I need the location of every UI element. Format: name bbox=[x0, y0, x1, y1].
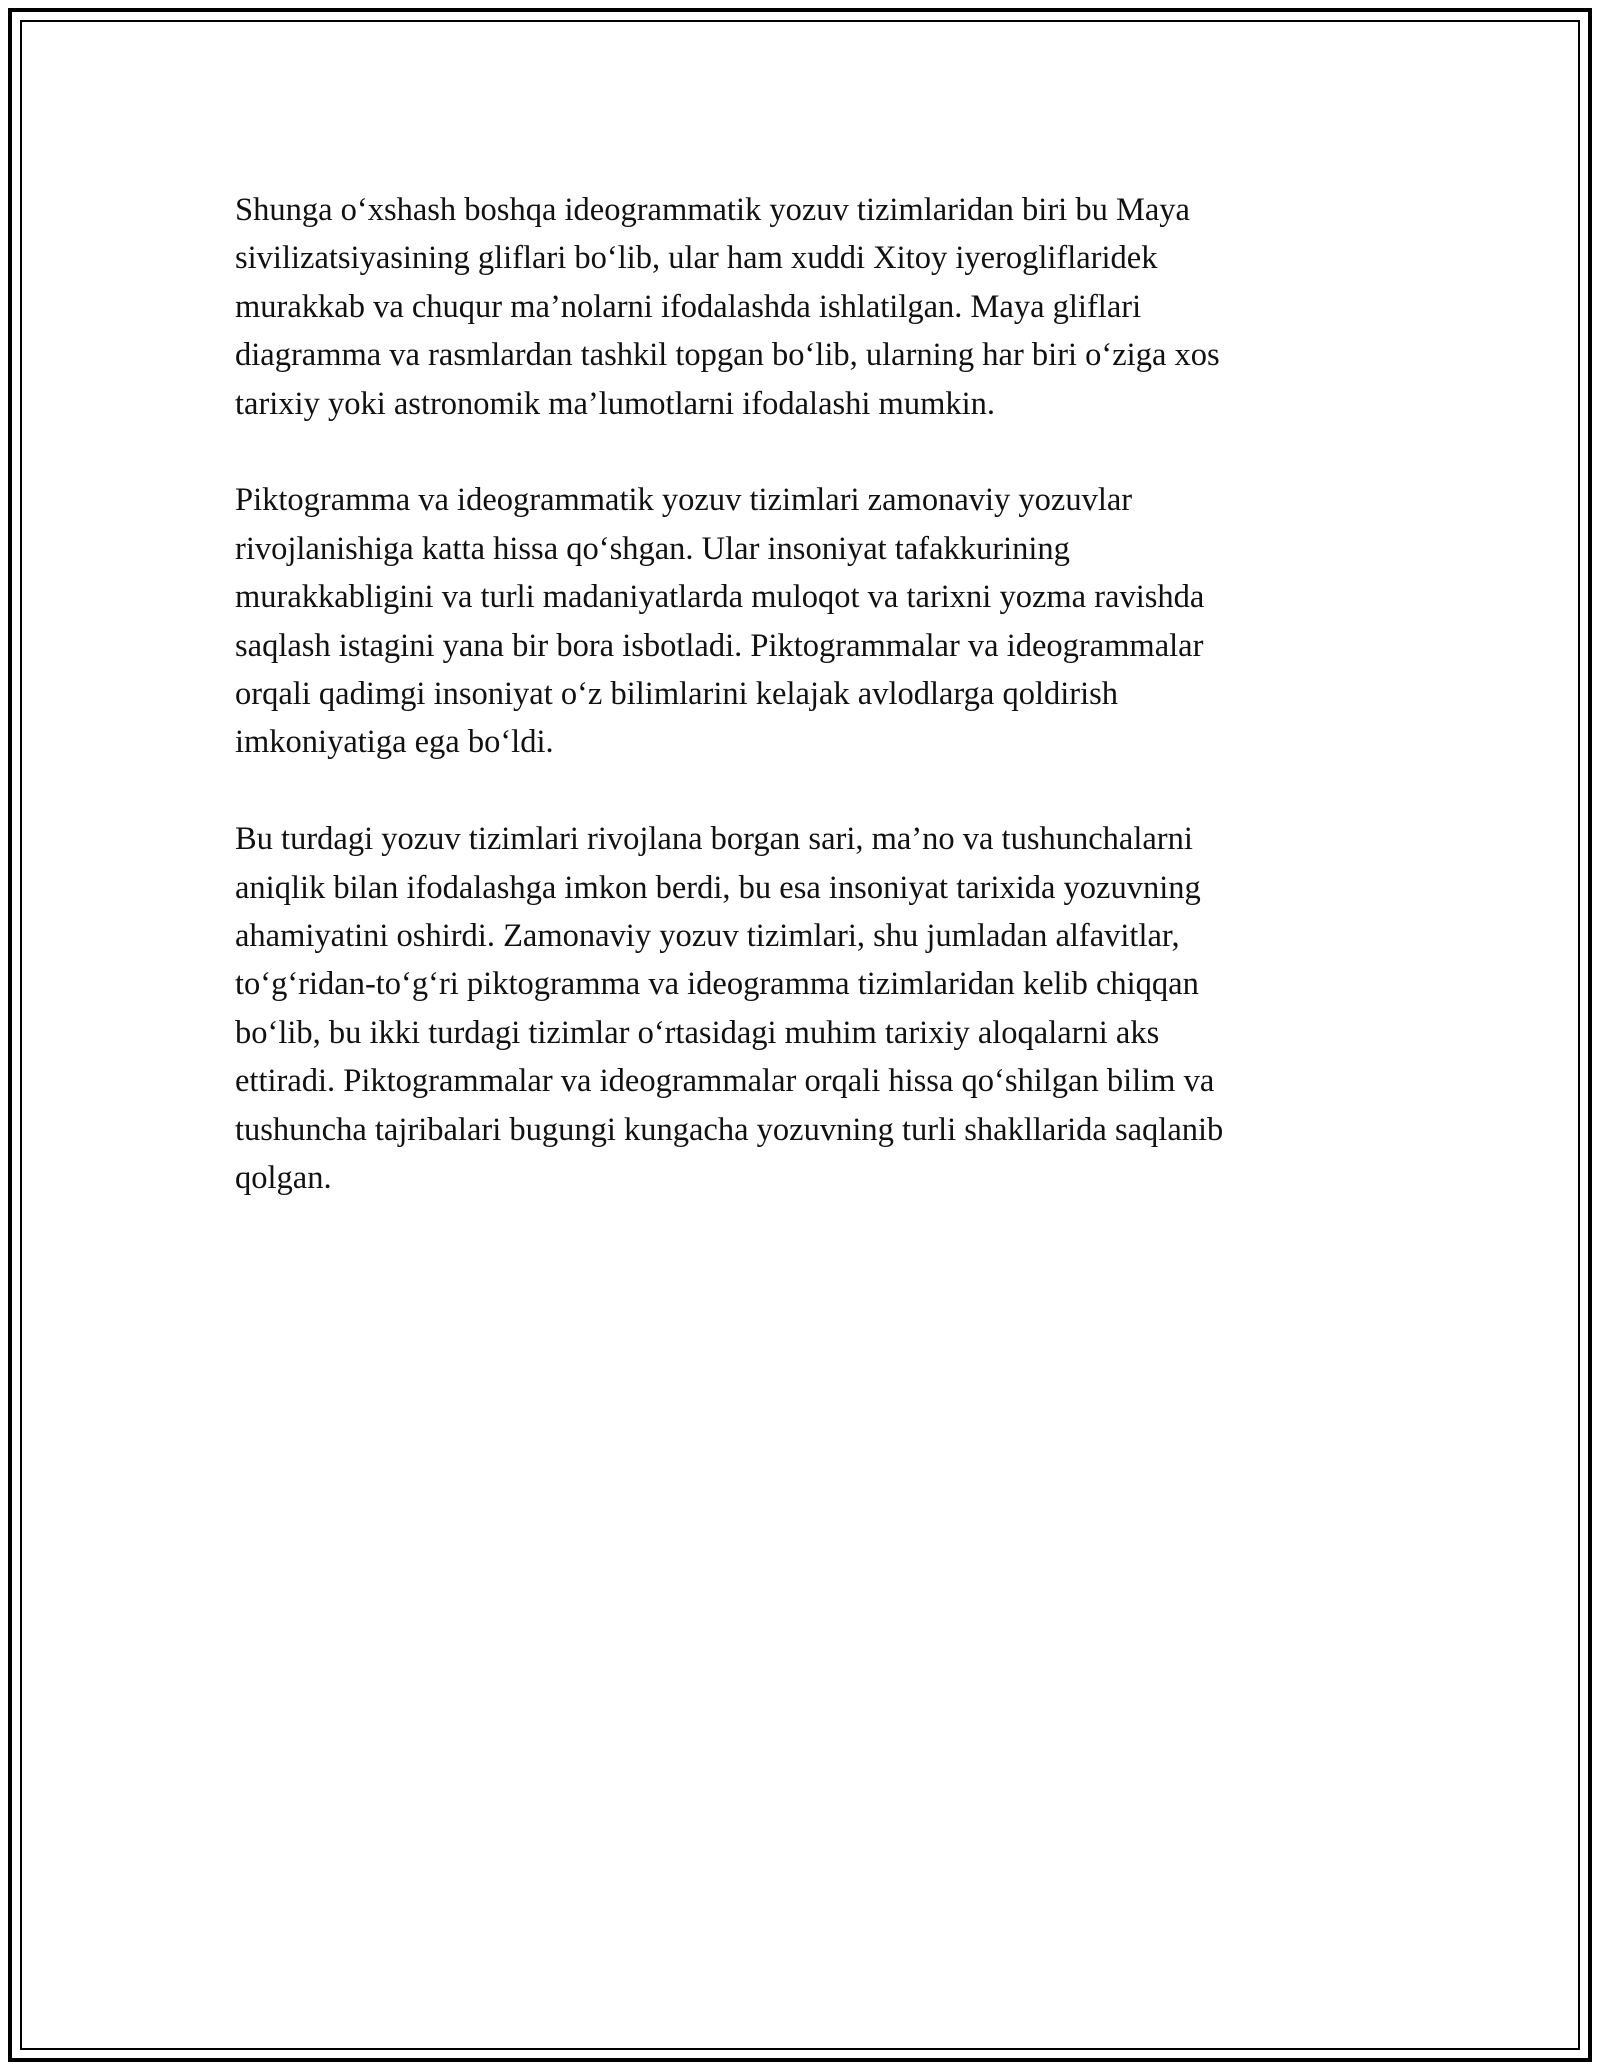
paragraph-maya-glyphs: Shunga o‘xshash boshqa ideogrammatik yozuv tizimlaridan biri bu Maya sivilizatsiyasining gliflari bo‘lib, ular ham xuddi Xitoy iyerogliflaridek murakkab va chuqur ma’nolarni ifodalashda ishlatilgan. Maya gliflari diagramma va rasmlardan tashkil topgan bo‘lib, ularning har biri o‘ziga xos tarixiy yoki astronomik ma’lumotlarni ifodalashi mumkin. bbox=[235, 192, 1220, 422]
paragraph-pictogram-contribution: Piktogramma va ideogrammatik yozuv tizimlari zamonaviy yozuvlar rivojlanishiga katta hissa qo‘shgan. Ular insoniyat tafakkurining murakkabligini va turli madaniyatlarda muloqot va tarixni yozma ravishda saqlash istagini yana bir bora isbotladi. Piktogrammalar va ideogrammalar orqali qadimgi insoniyat o‘z bilimlarini kelajak avlodlarga qoldirish imkoniyatiga ega bo‘ldi. bbox=[235, 482, 1205, 761]
document-body bbox=[235, 186, 1365, 1251]
paragraph-writing-evolution: Bu turdagi yozuv tizimlari rivojlana borgan sari, ma’no va tushunchalarni aniqlik bilan ifodalashga imkon berdi, bu esa insoniyat tarixida yozuvning ahamiyatini oshirdi. Zamonaviy yozuv tizimlari, shu jumladan alfavitlar, to‘g‘ridan-to‘g‘ri piktogramma va ideogramma tizimlaridan kelib chiqqan bo‘lib, bu ikki turdagi tizimlar o‘rtasidagi muhim tarixiy aloqalarni aks ettiradi. Piktogrammalar va ideogrammalar orqali hissa qo‘shilgan bilim va tushuncha tajribalari bugungi kungacha yozuvning turli shakllarida saqlanib qolgan. bbox=[235, 821, 1224, 1197]
